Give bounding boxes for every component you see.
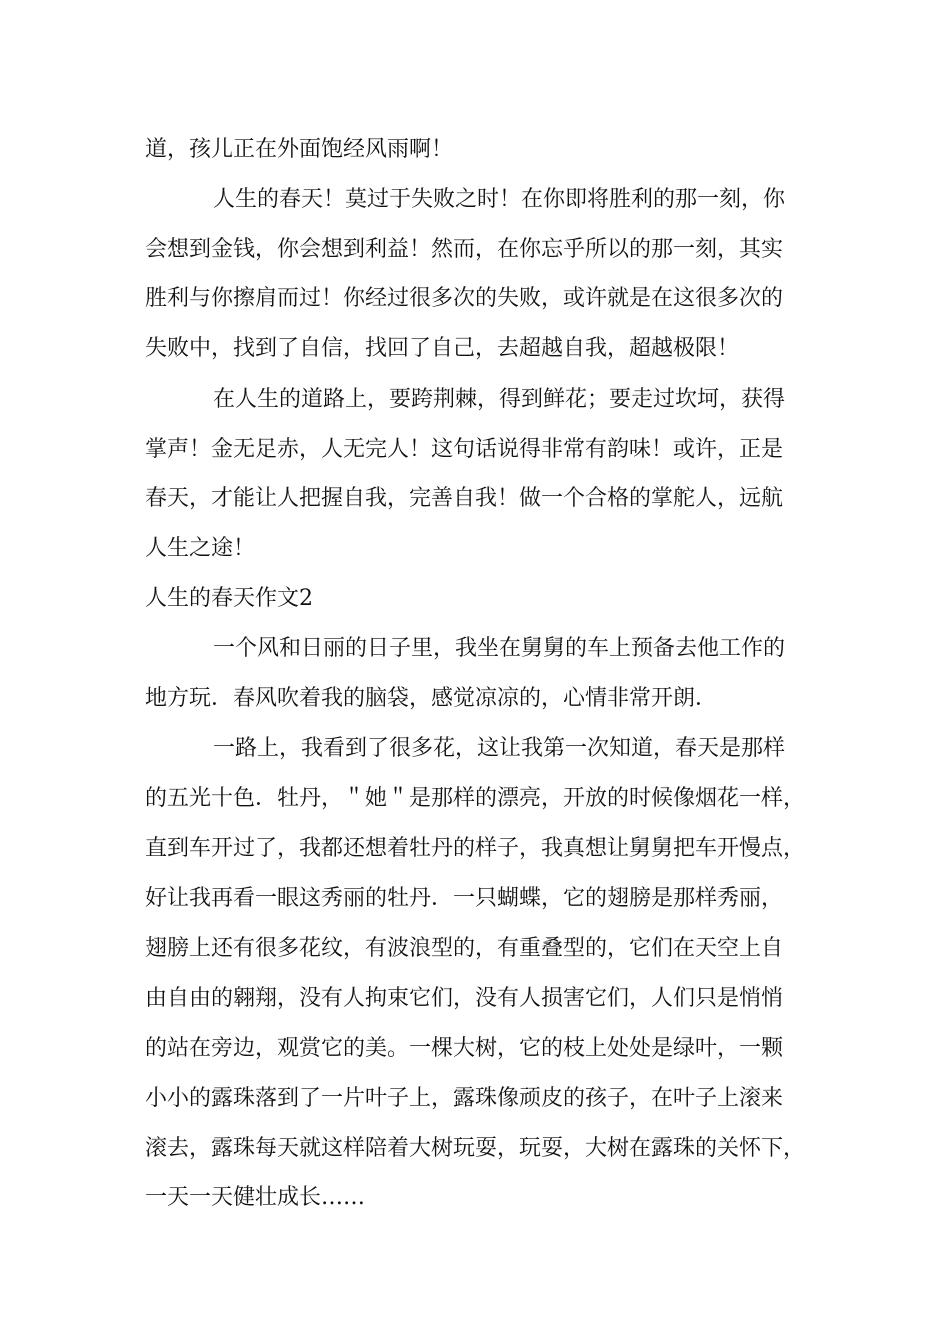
text-line: 的五光十色．牡丹，＂她＂是那样的漂亮，开放的时候像烟花一样， (145, 786, 806, 811)
text-line: 翅膀上还有很多花纹，有波浪型的，有重叠型的，它们在天空上自 (145, 936, 784, 961)
text-line: 由自由的翱翔，没有人拘束它们，没有人损害它们，人们只是悄悄 (145, 986, 784, 1011)
text-line: 掌声！金无足赤，人无完人！这句话说得非常有韵味！或许，正是 (145, 437, 784, 462)
text-line: 小小的露珠落到了一片叶子上，露珠像顽皮的孩子，在叶子上滚来 (145, 1086, 784, 1111)
text-line: 会想到金钱，你会想到利益！然而，在你忘乎所以的那一刻，其实 (145, 237, 784, 262)
text-line: 滚去，露珠每天就这样陪着大树玩耍，玩耍，大树在露珠的关怀下， (145, 1136, 806, 1161)
paragraph-first-line: 在人生的道路上，要跨荆棘，得到鲜花；要走过坎坷，获得 (213, 387, 786, 412)
text-line: 胜利与你擦肩而过！你经过很多次的失败，或许就是在这很多次的 (145, 286, 784, 311)
paragraph-first-line: 一路上，我看到了很多花，这让我第一次知道，春天是那样 (213, 736, 786, 761)
text-line: 地方玩．春风吹着我的脑袋，感觉凉凉的，心情非常开朗． (145, 686, 718, 711)
paragraph-first-line: 一个风和日丽的日子里，我坐在舅舅的车上预备去他工作的 (213, 636, 786, 661)
text-line: 道，孩儿正在外面饱经风雨啊！ (145, 137, 454, 162)
text-line: 春天，才能让人把握自我，完善自我！做一个合格的掌舵人，远航 (145, 486, 784, 511)
text-line: 人生之途！ (145, 536, 256, 561)
text-line: 直到车开过了，我都还想着牡丹的样子，我真想让舅舅把车开慢点， (145, 836, 806, 861)
text-line: 失败中，找到了自信，找回了自己，去超越自我，超越极限！ (145, 336, 740, 361)
text-line: 的站在旁边，观赏它的美。一棵大树，它的枝上处处是绿叶，一颗 (145, 1036, 784, 1061)
section-heading: 人生的春天作文2 (145, 586, 313, 611)
paragraph-first-line: 人生的春天！莫过于失败之时！在你即将胜利的那一刻，你 (213, 187, 786, 212)
text-line: 好让我再看一眼这秀丽的牡丹．一只蝴蝶，它的翅膀是那样秀丽， (145, 886, 784, 911)
text-line: 一天一天健壮成长…… (145, 1185, 366, 1210)
